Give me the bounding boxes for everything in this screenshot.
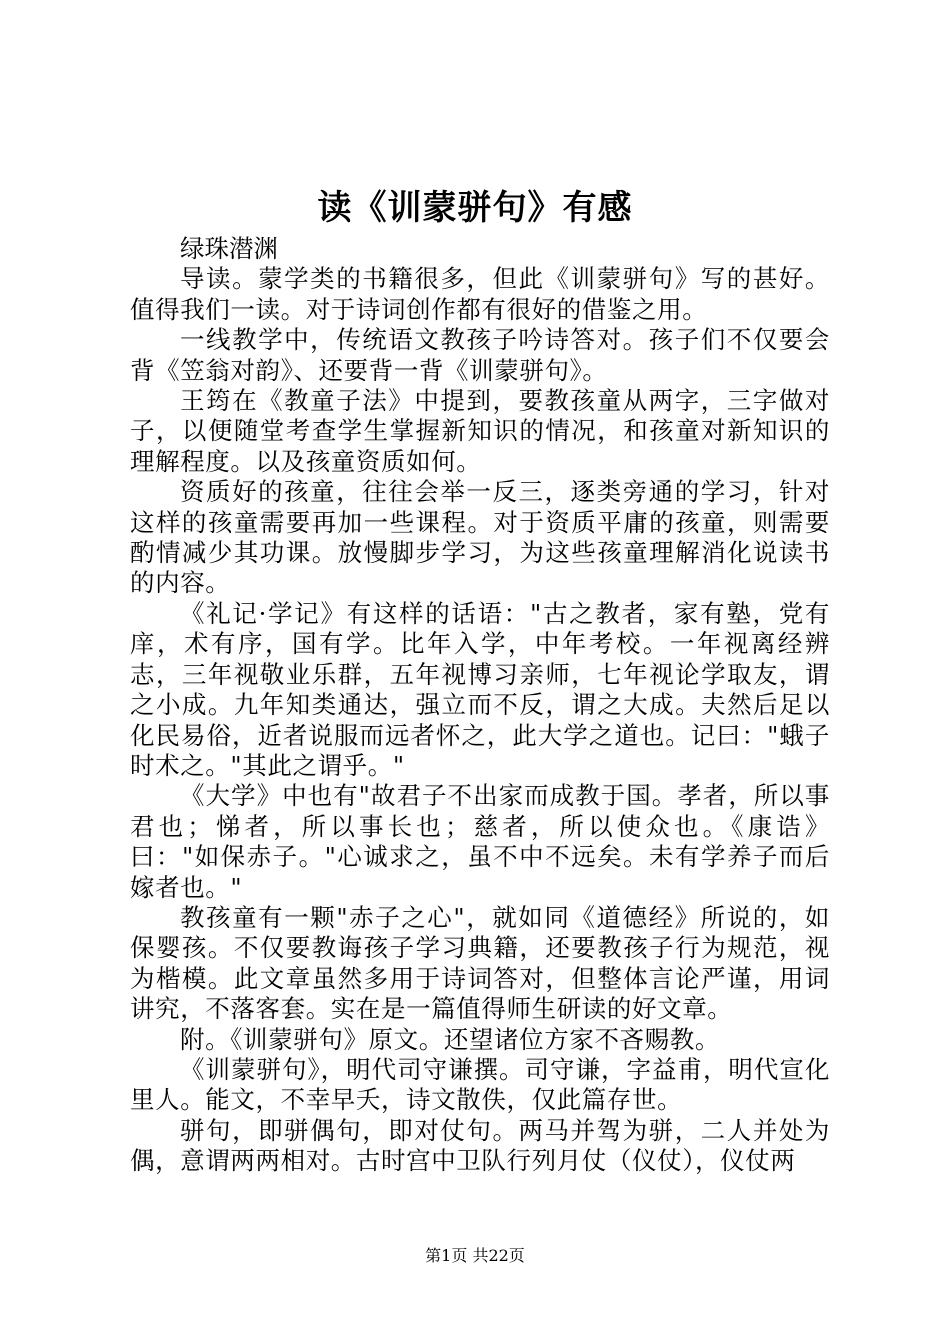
- paragraph: 教孩童有一颗"赤子之心"，就如同《道德经》所说的，如保婴孩。不仅要教诲孩子学习典籍，还要教孩子行为规范，视为楷模。此文章虽然多用于诗词答对，但整体言论严谨，用词讲究，不落客套。实在是一篇值得师生研读的好文章。: [130, 902, 830, 1024]
- page-number-footer: 第1页 共22页: [425, 1246, 525, 1265]
- paragraph: 资质好的孩童，往往会举一反三，逐类旁通的学习，针对这样的孩童需要再加一些课程。对于资质平庸的孩童，则需要酌情减少其功课。放慢脚步学习，为这些孩童理解消化说读书的内容。: [130, 477, 830, 598]
- document-title: 读《训蒙骈句》有感: [317, 188, 633, 228]
- paragraph: 一线教学中，传统语文教孩子吟诗答对。孩子们不仅要会背《笠翁对韵》、还要背一背《训蒙骈句》。: [130, 325, 830, 385]
- paragraph: 导读。蒙学类的书籍很多，但此《训蒙骈句》写的甚好。值得我们一读。对于诗词创作都有很好的借鉴之用。: [130, 264, 830, 324]
- paragraph: 《训蒙骈句》，明代司守谦撰。司守谦，字益甫，明代宣化里人。能文，不幸早夭，诗文散佚，仅此篇存世。: [130, 1054, 830, 1115]
- paragraph: 《大学》中也有"故君子不出家而成教于国。孝者，所以事君也；悌者，所以事长也；慈者，所以使众也。《康诰》曰："如保赤子。"心诚求之，虽不中不远矣。未有学养子而后嫁者也。": [130, 781, 830, 902]
- paragraph: 《礼记·学记》有这样的话语："古之教者，家有塾，党有庠，术有序，国有学。比年入学，中年考校。一年视离经辨志，三年视敬业乐群，五年视博习亲师，七年视论学取友，谓之小成。九年知类通达，强立而不反，谓之大成。夫然后足以化民易俗，近者说服而远者怀之，此大学之道也。记曰："蛾子时术之。"其此之谓乎。": [130, 598, 830, 780]
- paragraph: 王筠在《教童子法》中提到，要教孩童从两字，三字做对子，以便随堂考查学生掌握新知识的情况，和孩童对新知识的理解程度。以及孩童资质如何。: [130, 386, 830, 476]
- paragraph: 骈句，即骈偶句，即对仗句。两马并驾为骈，二人并处为偶，意谓两两相对。古时宫中卫队行列月仗（仪仗），仪仗两: [130, 1115, 830, 1176]
- document-body: [130, 234, 830, 1177]
- author-name: 绿珠潜渊: [180, 234, 278, 263]
- paragraph: 附。《训蒙骈句》原文。还望诸位方家不吝赐教。: [180, 1024, 720, 1054]
